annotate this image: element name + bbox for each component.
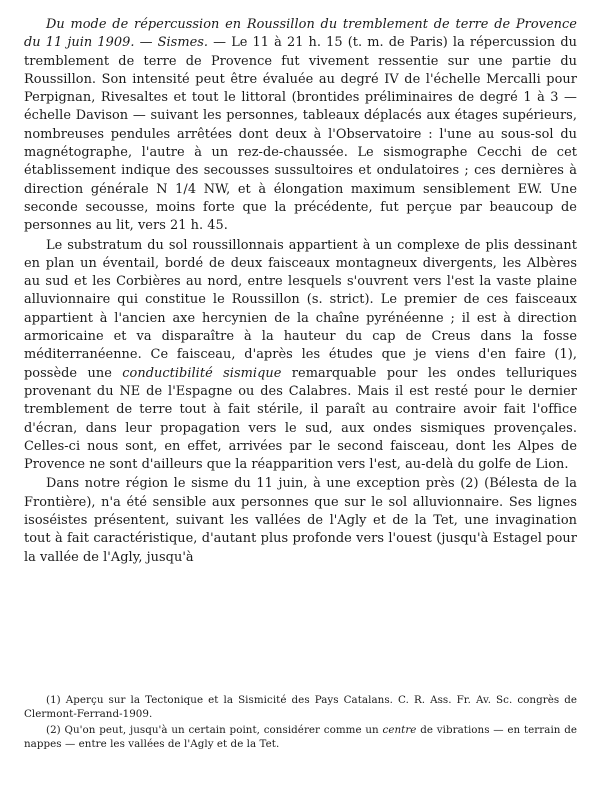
section-label: — Sismes. — [139, 35, 227, 51]
article-title: Du mode de répercussion en Roussillon du tremblement de terre de Provence du 11 juin 1909. [24, 17, 577, 51]
footnote-2-emphasis: centre [382, 723, 417, 736]
footnote-2-text-a: (2) Qu'on peut, jusqu'à un certain point, considérer comme un [46, 723, 383, 736]
footnotes [24, 693, 577, 753]
footnote-1: (1) Aperçu sur la Tectonique et la Sismicité des Pays Catalans. C. R. Ass. Fr. Av. Sc. congrès de Clermont-Ferrand-1909. [24, 694, 577, 721]
paragraph-3: Dans notre région le sisme du 11 juin, à une exception près (2) (Bélesta de la Frontière), n'a été sensible aux personnes que sur le sol alluvionnaire. Ses lignes isoséistes présentent, suivant les vallées de l'Agly et de la Tet, une invagination tout à fait caractéristique, d'autant plus profonde vers l'ouest (jusqu'à Estagel pour la vallée de l'Agly, jusqu'à [24, 476, 577, 565]
footnote-2 [24, 723, 577, 752]
paragraph-2 [24, 237, 577, 475]
paragraph-1 [24, 16, 577, 236]
paragraph-2-text-b: remarquable pour les ondes telluriques provenant du NE de l'Espagne ou des Calabres. Mais il est resté pour le dernier tremblement de terre tout à fait stérile, il paraît au contraire avoir fait l'office d'écran, dans leur propagation vers le sud, aux ondes sismiques provençales. Celles-ci nous sont, en effet, arrivées par le second faisceau, dont les Alpes de Provence ne sont d'ailleurs que la réapparition vers l'est, au-delà du golfe de Lion. [24, 365, 577, 473]
paragraph-2-text-a: Le substratum du sol roussillonnais appartient à un complexe de plis dessinant en plan un éventail, bordé de deux faisceaux montagneux divergents, les Albères au sud et les Corbières au nord, entre lesquels s'ouvrent vers l'est la vaste plaine alluvionnaire qui constitue le Roussillon (s. strict). Le premier de ces faisceaux appartient à l'ancien axe hercynien de la chaîne pyrénéenne ; il est à direction armoricaine et va disparaître à la hauteur du cap de Creus dans la fosse méditerranéenne. Ce faisceau, d'après les études que je viens d'en faire (1), possède une [24, 237, 577, 381]
footnote-2-text-b: de vibrations — en terrain de nappes — entre les vallées de l'Agly et de la Tet. [24, 723, 578, 751]
article-body [24, 16, 577, 567]
paragraph-1-body: Le 11 à 21 h. 15 (t. m. de Paris) la répercussion du tremblement de terre de Provence fut vivement ressentie sur une partie du Roussillon. Son intensité peut être évaluée au degré IV de l'échelle Mercalli pour Perpignan, Rivesaltes et tout le littoral (brontides préliminaires de degré 1 à 3 — échelle Davison — suivant les personnes, tableaux déplacés aux étages supérieurs, nombreuses pendules arrêtées dont deux à l'Observatoire : l'une au sous-sol du magnétographe, l'autre à un rez-de-chaussée. Le sismographe Cecchi de cet établissement indique des secousses sussultoires et ondulatoires ; ces dernières à direction générale N 1/4 NW, et à élongation maximum sensiblement EW. Une seconde secousse, moins forte que la précédente, fut perçue par beaucoup de personnes au lit, vers 21 h. 45. [24, 35, 577, 234]
paragraph-2-emphasis: conductibilité sismique [122, 365, 282, 381]
